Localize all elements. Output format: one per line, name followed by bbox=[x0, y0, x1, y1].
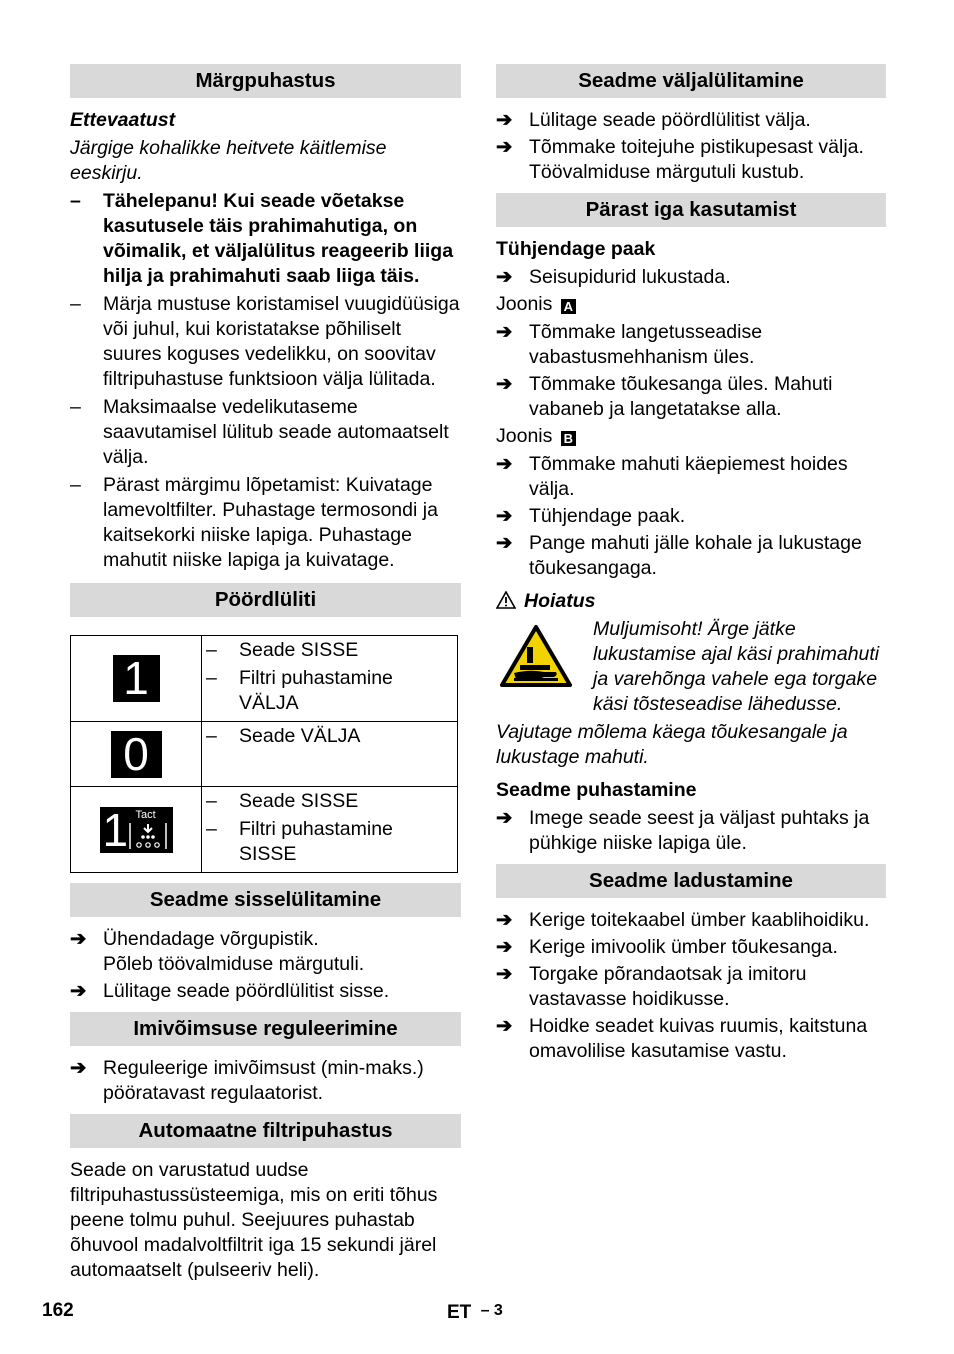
list-item: ➔ Pange mahuti jälle kohale ja lukustage tõukesangaga. bbox=[496, 532, 862, 579]
arrow-right-icon: ➔ bbox=[496, 109, 513, 131]
left-column bbox=[70, 64, 461, 1286]
arrow-right-icon: ➔ bbox=[496, 532, 513, 554]
section-heading-switch-off: Seadme väljalülitamine bbox=[496, 64, 886, 98]
section-heading-after-use: Pärast iga kasutamist bbox=[496, 193, 886, 227]
section-heading-wet-cleaning: Märgpuhastus bbox=[70, 64, 461, 98]
arrow-right-icon: ➔ bbox=[496, 807, 513, 829]
footer-language-code: ET – 3 bbox=[447, 1302, 503, 1323]
list-item: ➔ Ühendadage võrgupistik. Põleb töövalmiduse märgutuli. bbox=[70, 928, 365, 975]
warning-heading: Hoiatus bbox=[496, 589, 886, 614]
hand-crush-icon bbox=[500, 625, 572, 687]
list-item: ➔ Kerige toitekaabel ümber kaablihoidiku. bbox=[496, 909, 870, 931]
subheading-empty-tank: Tühjendage paak bbox=[496, 238, 656, 260]
auto-filter-text: Seade on varustatud uudse filtripuhastussüsteemiga, mis on eriti tõhus peene tolmu puhul. Seejuures puhastab õhuvool madalvoltfiltrit iga 15 sekundi järel automaatselt (pulseeriv heli). bbox=[70, 1159, 438, 1281]
figure-a-badge: A bbox=[561, 299, 576, 314]
list-item: ➔ Tühjendage paak. bbox=[496, 505, 686, 527]
arrow-right-icon: ➔ bbox=[496, 373, 513, 395]
list-item: ➔ Tõmmake tõukesanga üles. Mahuti vabaneb ja langetatakse alla. bbox=[496, 373, 833, 420]
page-number: 162 bbox=[42, 1300, 74, 1321]
caution-label: Ettevaatust bbox=[70, 109, 176, 131]
list-item: – Seade SISSE bbox=[206, 639, 359, 661]
list-item: ➔ Hoidke seadet kuivas ruumis, kaitstuna omavolilise kasutamise vastu. bbox=[496, 1015, 868, 1062]
list-item: ➔ Torgake põrandaotsak ja imitoru vastavasse hoidikusse. bbox=[496, 963, 807, 1010]
figure-reference-a: Joonis A bbox=[496, 292, 886, 317]
list-item: ➔ Reguleerige imivõimsust (min-maks.) pööratavast regulaatorist. bbox=[70, 1057, 424, 1104]
arrow-right-icon: ➔ bbox=[496, 963, 513, 985]
list-item: – Tähelepanu! Kui seade võetakse kasutusele täis prahimahutiga, on võimalik, et väljalülitus reageerib liiga hilja ja prahimahuti saab liiga täis. bbox=[70, 190, 454, 287]
switch-position-1-icon: 1 bbox=[113, 655, 160, 702]
switch-position-tact-icon: 1 Tact bbox=[100, 807, 173, 853]
arrow-right-icon: ➔ bbox=[496, 453, 513, 475]
list-item: – Filtri puhastamine VÄLJA bbox=[206, 667, 393, 714]
list-item: – Filtri puhastamine SISSE bbox=[206, 818, 393, 865]
list-item: ➔ Lülitage seade pöördlülitist sisse. bbox=[70, 980, 390, 1002]
list-item: ➔ Imege seade seest ja väljast puhtaks ja pühkige niiske lapiga üle. bbox=[496, 807, 870, 854]
section-heading-auto-filter: Automaatne filtripuhastus bbox=[70, 1114, 461, 1148]
section-heading-switch-on: Seadme sisselülitamine bbox=[70, 883, 461, 917]
list-item: – Pärast märgimu lõpetamist: Kuivatage lamevoltfilter. Puhastage termosondi ja kaitsekorki niiske lapiga. Puhastage mahutit niiske lapiga ja kuivatage. bbox=[70, 474, 438, 571]
switch-symbol-cell bbox=[71, 722, 202, 787]
arrow-right-icon: ➔ bbox=[496, 136, 513, 158]
list-item: ➔ Tõmmake mahuti käepiemest hoides välja. bbox=[496, 453, 848, 500]
subheading-device-cleaning: Seadme puhastamine bbox=[496, 779, 697, 801]
table-row bbox=[71, 722, 458, 787]
section-heading-rotary-switch: Pöördlüliti bbox=[70, 583, 461, 617]
section-heading-suction-power: Imivõimsuse reguleerimine bbox=[70, 1012, 461, 1046]
section-heading-storage: Seadme ladustamine bbox=[496, 864, 886, 898]
figure-reference-b: Joonis B bbox=[496, 424, 886, 449]
arrow-right-icon: ➔ bbox=[70, 1057, 87, 1079]
switch-symbol-cell bbox=[71, 636, 202, 722]
arrow-right-icon: ➔ bbox=[70, 980, 87, 1002]
arrow-right-icon: ➔ bbox=[496, 321, 513, 343]
table-row bbox=[71, 636, 458, 722]
list-item: – Seade SISSE bbox=[206, 790, 359, 812]
arrow-right-icon: ➔ bbox=[496, 936, 513, 958]
list-item: – Seade VÄLJA bbox=[206, 725, 361, 747]
arrow-right-icon: ➔ bbox=[496, 505, 513, 527]
caution-text: Järgige kohalikke heitvete käitlemise eeskirju. bbox=[70, 137, 387, 184]
table-row bbox=[71, 787, 458, 873]
arrow-right-icon: ➔ bbox=[70, 928, 87, 950]
switch-description-cell bbox=[202, 787, 458, 873]
switch-description-cell bbox=[202, 722, 458, 787]
warning-block bbox=[496, 617, 886, 717]
switch-position-0-icon: 0 bbox=[111, 731, 162, 778]
right-column bbox=[496, 64, 886, 1066]
arrow-right-icon: ➔ bbox=[496, 1015, 513, 1037]
tact-dots-icon bbox=[128, 821, 168, 851]
list-item: ➔ Lülitage seade pöördlülitist välja. bbox=[496, 109, 811, 131]
list-item: ➔ Seisupidurid lukustada. bbox=[496, 266, 731, 288]
list-item: ➔ Tõmmake toitejuhe pistikupesast välja. Töövalmiduse märgutuli kustub. bbox=[496, 136, 864, 183]
tact-label: Tact bbox=[135, 808, 156, 821]
rotary-switch-table bbox=[70, 635, 458, 873]
list-item: – Märja mustuse koristamisel vuugidüüsiga või juhul, kui koristatakse põhiliselt suures koguses vedelikku, on soovitav filtripuhastuse funktsioon välja lülitada. bbox=[70, 293, 460, 390]
arrow-right-icon: ➔ bbox=[496, 266, 513, 288]
footer-page-ref: – 3 bbox=[480, 1302, 503, 1319]
warning-text: Muljumisoht! Ärge jätke lukustamise ajal käsi prahimahuti ja varehõnga vahele ega torgake käsi tõsteseadise lähedusse. bbox=[593, 618, 880, 715]
switch-symbol-cell bbox=[71, 787, 202, 873]
warning-triangle-icon bbox=[496, 591, 516, 609]
list-item: ➔ Kerige imivoolik ümber tõukesanga. bbox=[496, 936, 838, 958]
switch-description-cell bbox=[202, 636, 458, 722]
warning-text-2: Vajutage mõlema käega tõukesangale ja lukustage mahuti. bbox=[496, 721, 848, 768]
list-item: – Maksimaalse vedelikutaseme saavutamisel lülitub seade automaatselt välja. bbox=[70, 396, 449, 468]
list-item: ➔ Tõmmake langetusseadise vabastusmehhanism üles. bbox=[496, 321, 763, 368]
figure-b-badge: B bbox=[561, 431, 576, 446]
arrow-right-icon: ➔ bbox=[496, 909, 513, 931]
